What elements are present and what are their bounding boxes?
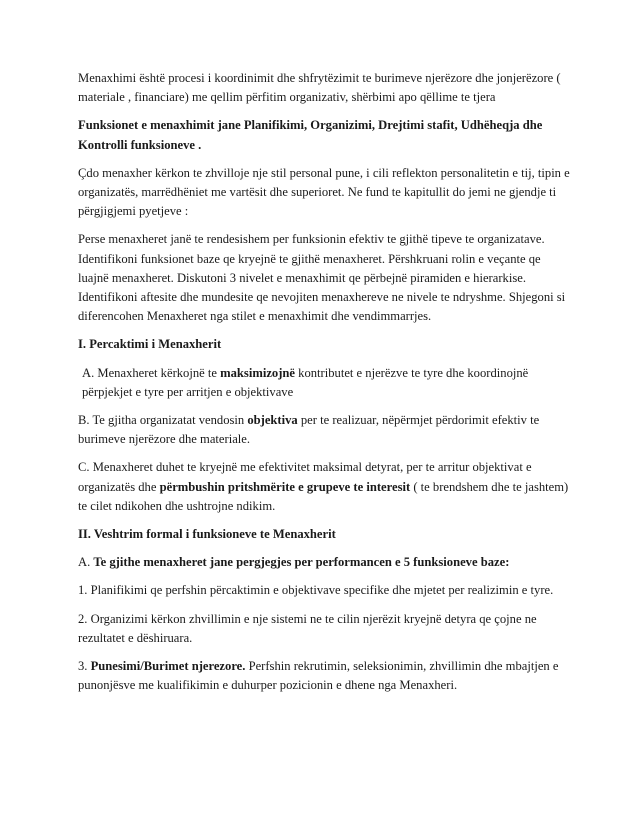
- numbered-item-1: 1. Planifikimi qe perfshin përcaktimin e objektivave specifike dhe mjetet per realizimin e tyre.: [78, 583, 554, 598]
- point-a-paragraph: [78, 364, 574, 402]
- point-a-bold: maksimizojnë: [220, 365, 295, 380]
- section-heading-2: II. Veshtrim formal i funksioneve te Menaxherit: [78, 527, 336, 542]
- point-c-bold: përmbushin pritshmërite e grupeve te interesit: [159, 479, 411, 494]
- section-heading-1: I. Percaktimi i Menaxherit: [78, 337, 222, 352]
- numbered-item-3-text-2: Perfshin rekrutimin, seleksionimin, zhvillimin dhe mbajtjen e punonjësve me kualifikimin e duhurper pozicionin e dhene nga Menaxheri.: [78, 659, 559, 693]
- numbered-item-2: 2. Organizimi kërkon zhvillimin e nje sistemi ne te cilin njerëzit kryejnë detyra qe çojne ne rezultatet e dëshiruara.: [78, 611, 537, 645]
- point-a-text-2: kontributet e njerëzve te tyre dhe koordinojnë përpjekjet e tyre per arritjen e objektivave: [82, 365, 529, 399]
- point-a2-bold: Te gjithe menaxheret jane pergjegjes per performancen e 5 funksioneve baze:: [93, 555, 510, 570]
- point-c-text-1: C. Menaxheret duhet te kryejnë me efektivitet maksimal detyrat, per te arritur objektivat e organizatës dhe: [78, 460, 532, 494]
- document-body: [78, 69, 574, 704]
- point-a-text-1: A. Menaxheret kërkojnë te: [82, 365, 221, 380]
- numbered-item-3-text-1: 3.: [78, 659, 91, 674]
- point-b-text-2: per te realizuar, nëpërmjet përdorimit efektiv te burimeve njerëzore dhe materiale.: [78, 413, 540, 447]
- point-b-paragraph: [78, 411, 574, 449]
- style-paragraph: Çdo menaxher kërkon te zhvilloje nje stil personal pune, i cili reflekton personalitetin e tij, tipin e organizatës, marrëdhëniet me vartësit dhe superioret. Ne fund te kapitullit do jemi ne gjendje ti përgjigjemi pyetjeve :: [78, 165, 570, 219]
- numbered-item-3-bold: Punesimi/Burimet njerezore.: [90, 659, 246, 674]
- point-c-paragraph: [78, 458, 574, 516]
- point-b-bold: objektiva: [247, 413, 298, 428]
- numbered-item-3: [78, 657, 574, 695]
- questions-paragraph: Perse menaxheret janë te rendesishem per funksionin efektiv te gjithë tipeve te organizatave. Identifikoni funksionet baze qe kryejnë te gjithë menaxheret. Përshkruani rolin e veçante qe luajnë menaxheret. Diskutoni 3 nivelet e menaxhimit qe përbejnë piramiden e hierarkise. Identifikoni aftesite dhe mundesite qe nevojiten menaxhereve ne nivele te ndryshme. Shjegoni si diferencohen Menaxheret nga stilet e menaxhimit dhe vendimmarrjes.: [78, 232, 566, 324]
- functions-paragraph: Funksionet e menaxhimit jane Planifikimi, Organizimi, Drejtimi stafit, Udhëheqja dhe Kontrolli funksioneve .: [78, 118, 543, 152]
- point-c-text-2: ( te brendshem dhe te jashtem) te cilet ndikohen dhe ushtrojne ndikim.: [78, 479, 569, 513]
- point-a2-text-1: A.: [78, 555, 94, 570]
- point-a2-paragraph: [78, 553, 574, 572]
- point-b-text-1: B. Te gjitha organizatat vendosin: [78, 413, 248, 428]
- intro-paragraph: Menaxhimi është procesi i koordinimit dhe shfrytëzimit te burimeve njerëzore dhe jonjerëzore ( materiale , financiare) me qellim përfitim organizativ, shërbimi apo qëllime te tjera: [78, 71, 561, 105]
